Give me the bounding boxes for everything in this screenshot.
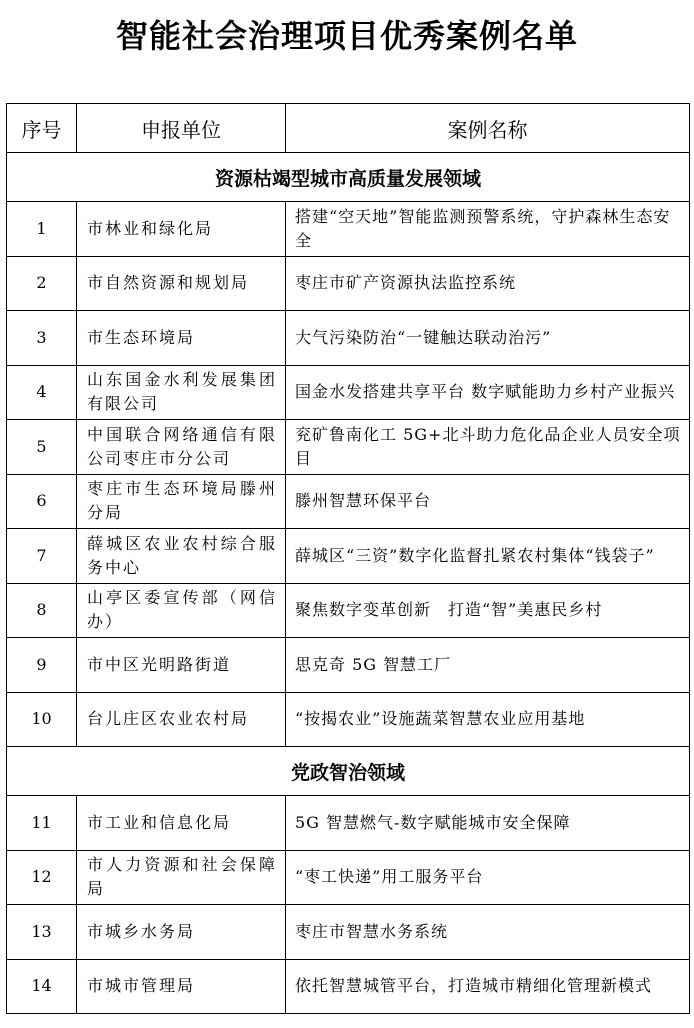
- table-row: [7, 959, 690, 1014]
- applicant-unit: 台儿庄区农业农村局: [77, 692, 286, 747]
- table-row: [7, 796, 690, 851]
- table-row: [7, 256, 690, 311]
- case-name: 薛城区“三资”数字化监督扎紧农村集体“钱袋子”: [286, 529, 690, 584]
- case-name: 大气污染防治“一键触达联动治污”: [286, 311, 690, 366]
- row-number: 8: [7, 583, 77, 638]
- section-row: [7, 153, 690, 202]
- cases-table: [6, 103, 690, 1014]
- table-row: [7, 202, 690, 257]
- table-row: [7, 850, 690, 905]
- row-number: 10: [7, 692, 77, 747]
- applicant-unit: 市自然资源和规划局: [77, 256, 286, 311]
- applicant-unit: 山亭区委宣传部（网信办）: [77, 583, 286, 638]
- row-number: 9: [7, 638, 77, 693]
- applicant-unit: 市中区光明路街道: [77, 638, 286, 693]
- section-title: 资源枯竭型城市高质量发展领域: [7, 153, 690, 202]
- header-no: 序号: [7, 104, 77, 153]
- case-name: 枣庄市智慧水务系统: [286, 905, 690, 960]
- applicant-unit: 薛城区农业农村综合服务中心: [77, 529, 286, 584]
- table-row: [7, 365, 690, 420]
- applicant-unit: 中国联合网络通信有限公司枣庄市分公司: [77, 420, 286, 475]
- applicant-unit: 市林业和绿化局: [77, 202, 286, 257]
- table-row: [7, 638, 690, 693]
- applicant-unit: 山东国金水利发展集团有限公司: [77, 365, 286, 420]
- table-body: [7, 153, 690, 1014]
- table-row: [7, 529, 690, 584]
- case-name: 滕州智慧环保平台: [286, 474, 690, 529]
- table-row: [7, 905, 690, 960]
- table-row: [7, 420, 690, 475]
- table-row: [7, 311, 690, 366]
- table-row: [7, 583, 690, 638]
- row-number: 7: [7, 529, 77, 584]
- case-name: 枣庄市矿产资源执法监控系统: [286, 256, 690, 311]
- section-row: [7, 747, 690, 796]
- case-name: 聚焦数字变革创新 打造“智”美惠民乡村: [286, 583, 690, 638]
- case-name: “枣工快递”用工服务平台: [286, 850, 690, 905]
- table-row: [7, 474, 690, 529]
- case-name: 搭建“空天地”智能监测预警系统，守护森林生态安全: [286, 202, 690, 257]
- row-number: 5: [7, 420, 77, 475]
- table-row: [7, 692, 690, 747]
- applicant-unit: 市工业和信息化局: [77, 796, 286, 851]
- row-number: 3: [7, 311, 77, 366]
- applicant-unit: 市生态环境局: [77, 311, 286, 366]
- applicant-unit: 市人力资源和社会保障局: [77, 850, 286, 905]
- row-number: 12: [7, 850, 77, 905]
- applicant-unit: 市城市管理局: [77, 959, 286, 1014]
- row-number: 14: [7, 959, 77, 1014]
- row-number: 11: [7, 796, 77, 851]
- applicant-unit: 枣庄市生态环境局滕州分局: [77, 474, 286, 529]
- case-name: 思克奇 5G 智慧工厂: [286, 638, 690, 693]
- case-name: “按揭农业”设施蔬菜智慧农业应用基地: [286, 692, 690, 747]
- row-number: 1: [7, 202, 77, 257]
- case-name: 依托智慧城管平台，打造城市精细化管理新模式: [286, 959, 690, 1014]
- applicant-unit: 市城乡水务局: [77, 905, 286, 960]
- row-number: 4: [7, 365, 77, 420]
- header-case: 案例名称: [286, 104, 690, 153]
- case-name: 5G 智慧燃气-数字赋能城市安全保障: [286, 796, 690, 851]
- row-number: 2: [7, 256, 77, 311]
- header-unit: 申报单位: [77, 104, 286, 153]
- document-title: 智能社会治理项目优秀案例名单: [115, 17, 578, 55]
- case-name: 国金水发搭建共享平台 数字赋能助力乡村产业振兴: [286, 365, 690, 420]
- row-number: 13: [7, 905, 77, 960]
- row-number: 6: [7, 474, 77, 529]
- table-header-row: [7, 104, 690, 153]
- section-title: 党政智治领域: [7, 747, 690, 796]
- case-name: 兖矿鲁南化工 5G+北斗助力危化品企业人员安全项目: [286, 420, 690, 475]
